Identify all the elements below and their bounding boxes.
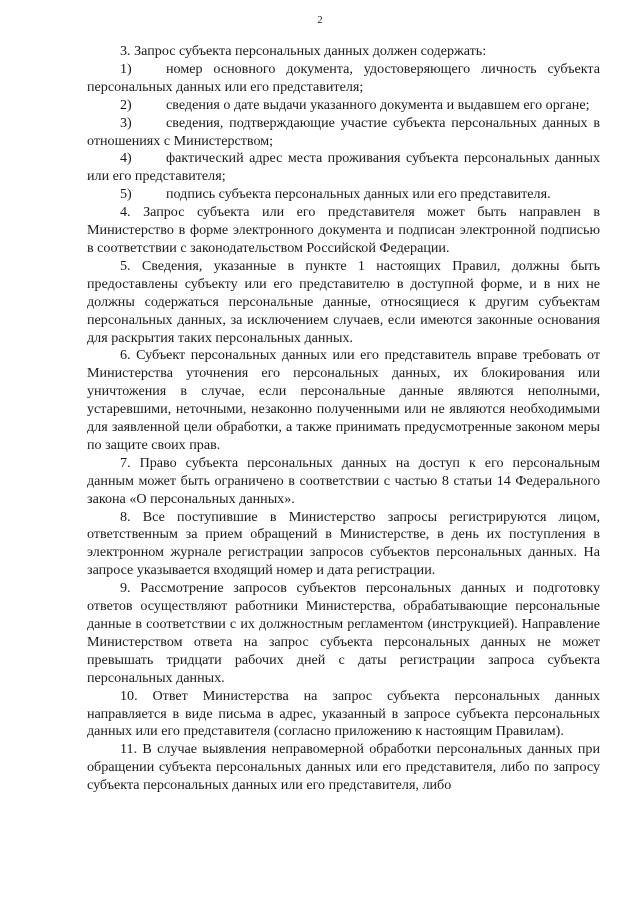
- paragraph-8: 8. Все поступившие в Министерство запросы регистрируются лицом, ответственным за прием обращений в Министерстве, в день их поступления в электронном журнале регистрации запросов субъектов персональных данных. На запросе указывается входящий номер и дата регистрации.: [87, 508, 600, 579]
- paragraph-5: 5. Сведения, указанные в пункте 1 настоящих Правил, должны быть предоставлены субъекту или его представителю в доступной форме, и в них не должны содержаться персональные данные, относящиеся к другим субъектам персональных данных, за исключением случаев, если имеются законные основания для раскрытия таких персональных данных.: [87, 257, 600, 346]
- list-item-text: сведения, подтверждающие участие субъекта персональных данных в отношениях с Министерством;: [87, 114, 600, 149]
- paragraph-6: 6. Субъект персональных данных или его представитель вправе требовать от Министерства уточнения его персональных данных, их блокирования или уничтожения в случае, если персональные данные являются неполными, устаревшими, неточными, незаконно полученными или не являются необходимыми для заявленной цели обработки, а также принимать предусмотренные законом меры по защите своих прав.: [87, 347, 600, 453]
- paragraph-10: 10. Ответ Министерства на запрос субъекта персональных данных направляется в виде письма в адрес, указанный в запросе субъекта персональных данных или его представителя (согласно приложению к настоящим Правилам).: [87, 687, 600, 740]
- page-number: 2: [317, 15, 323, 26]
- list-item-number: 5): [120, 186, 132, 203]
- paragraph-9: 9. Рассмотрение запросов субъектов персональных данных и подготовку ответов осуществляют работники Министерства, обрабатывающие персональные данные в соответствии с их должностным регламентом (инструкцией). Направление Министерством ответа на запрос субъекта персональных данных не может превышать тридцати рабочих дней с даты регистрации запроса субъекта персональных данных.: [87, 580, 600, 686]
- list-item-text: номер основного документа, удостоверяющего личность субъекта персональных данных или его представителя;: [87, 60, 600, 95]
- paragraph-7: 7. Право субъекта персональных данных на доступ к его персональным данным может быть ограничено в соответствии с частью 8 статьи 14 Федерального закона «О персональных данных».: [87, 454, 600, 507]
- list-item-4: [87, 150, 600, 186]
- paragraph-11: 11. В случае выявления неправомерной обработки персональных данных при обращении субъекта персональных данных или его представителя, либо по запросу субъекта персональных данных или его представителя, либо: [87, 741, 600, 794]
- paragraph-3: 3. Запрос субъекта персональных данных должен содержать:: [120, 43, 487, 59]
- list-item-2: [87, 97, 600, 115]
- list-item-3: [87, 115, 600, 151]
- list-item-number: 1): [120, 60, 132, 77]
- list-item-number: 3): [120, 114, 132, 131]
- list-item-text: сведения о дате выдачи указанного документа и выдавшем его органе;: [166, 96, 590, 113]
- paragraph-4: 4. Запрос субъекта или его представителя может быть направлен в Министерство в форме электронного документа и подписан электронной подписью в соответствии с законодательством Российской Федерации.: [87, 204, 600, 256]
- list-item-1: [87, 61, 600, 97]
- list-item-number: 4): [120, 150, 132, 167]
- list-item-number: 2): [120, 96, 132, 113]
- list-item-5: [87, 186, 600, 204]
- list-item-text: подпись субъекта персональных данных или его представителя.: [166, 186, 551, 203]
- list-item-text: фактический адрес места проживания субъекта персональных данных или его представителя;: [87, 150, 600, 185]
- document-body: [87, 43, 600, 795]
